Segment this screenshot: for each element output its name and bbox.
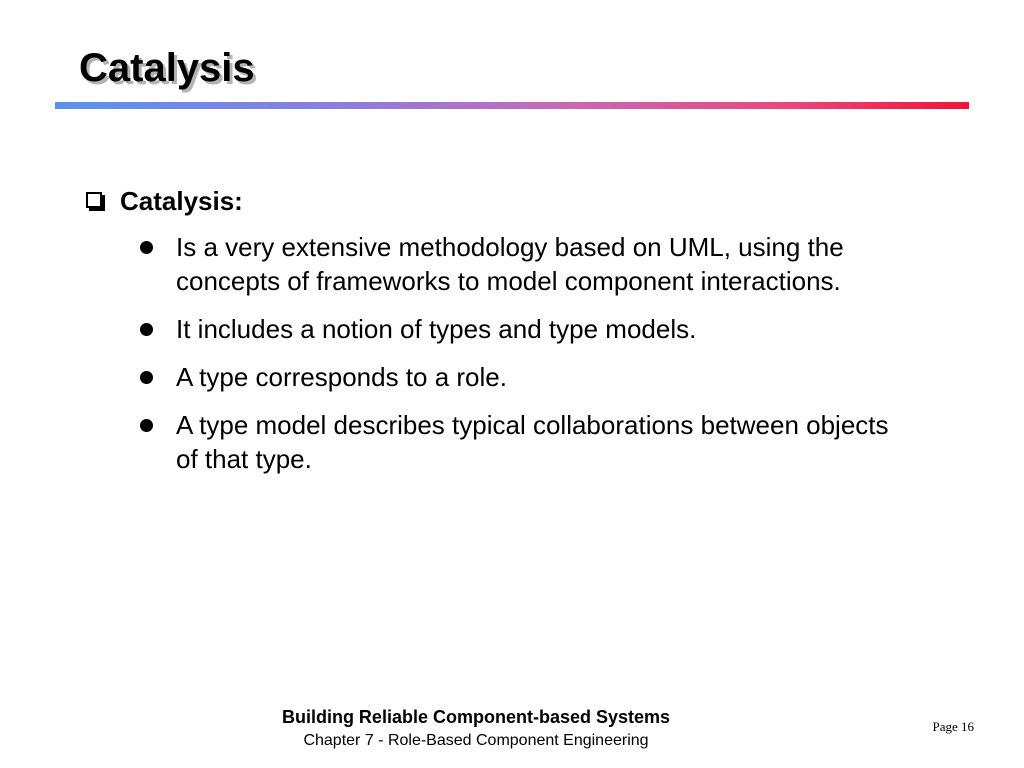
slide-title: Catalysis (79, 46, 255, 90)
bullet-list (86, 230, 926, 476)
bullet-text: A type corresponds to a role. (176, 362, 507, 392)
filled-circle-icon (140, 323, 153, 336)
section-heading-row (86, 184, 926, 218)
list-item (140, 230, 926, 298)
title-gradient-rule (55, 102, 969, 109)
footer-title: Building Reliable Component-based Systems (281, 707, 671, 727)
bullet-text: A type model describes typical collaborations between objects of that type. (176, 410, 889, 474)
list-item (140, 312, 926, 346)
content-section (86, 184, 926, 490)
footer (0, 705, 952, 753)
page-number: Page 16 (932, 719, 974, 734)
footer-chapter: Chapter 7 - Role-Based Component Engineering (303, 732, 649, 749)
filled-circle-icon (140, 241, 153, 254)
bullet-text: Is a very extensive methodology based on UML, using the concepts of frameworks to model component interactions. (176, 232, 844, 296)
checkbox-square-icon (86, 192, 102, 208)
list-item (140, 408, 926, 476)
bullet-text: It includes a notion of types and type models. (176, 314, 697, 344)
filled-circle-icon (140, 419, 153, 432)
section-heading: Catalysis: (120, 186, 243, 216)
filled-circle-icon (140, 371, 153, 384)
list-item (140, 360, 926, 394)
